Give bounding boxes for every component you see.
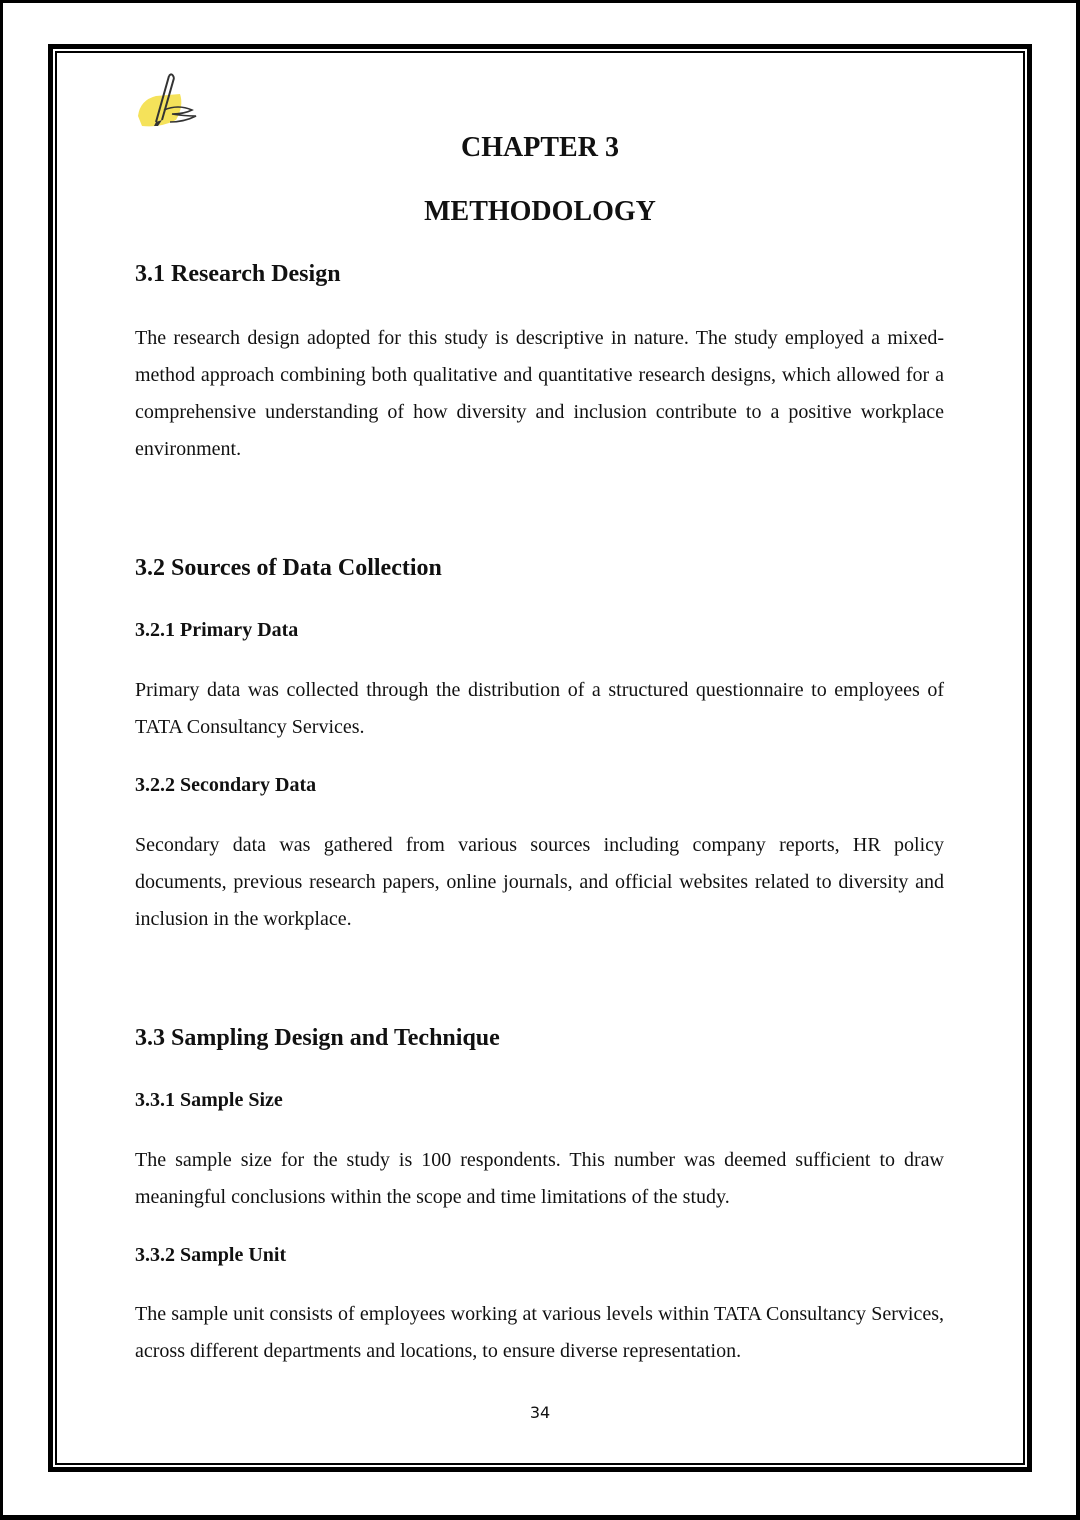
section-heading-3-1: 3.1 Research Design bbox=[135, 261, 341, 287]
paragraph-secondary-data: Secondary data was gathered from various sources including company reports, HR policy documents, previous research papers, online journals, and official websites related to diversity and inclusion in the workplace. bbox=[135, 834, 944, 930]
paragraph-research-design: The research design adopted for this study is descriptive in nature. The study employed a mixed-method approach combining both qualitative and quantitative research designs, which allowed for a comprehensive understanding of how diversity and inclusion contribute to a positive workplace environment. bbox=[135, 327, 944, 460]
subsection-heading-3-2-2: 3.2.2 Secondary Data bbox=[135, 774, 317, 796]
section-heading-3-2: 3.2 Sources of Data Collection bbox=[135, 555, 442, 581]
paragraph-sample-size: The sample size for the study is 100 respondents. This number was deemed sufficient to draw meaningful conclusions within the scope and time limitations of the study. bbox=[135, 1149, 944, 1208]
subsection-heading-3-3-1: 3.3.1 Sample Size bbox=[135, 1089, 283, 1111]
subsection-heading-3-2-1: 3.2.1 Primary Data bbox=[135, 619, 299, 641]
chapter-number: CHAPTER 3 bbox=[461, 132, 619, 163]
section-heading-3-3: 3.3 Sampling Design and Technique bbox=[135, 1025, 500, 1051]
subsection-heading-3-3-2: 3.3.2 Sample Unit bbox=[135, 1244, 287, 1266]
pen-writing-icon bbox=[134, 70, 204, 132]
chapter-title: METHODOLOGY bbox=[424, 196, 656, 227]
paragraph-sample-unit: The sample unit consists of employees working at various levels within TATA Consultancy Services, across different departments and locations, to ensure diverse representation. bbox=[135, 1303, 944, 1362]
page-number: 34 bbox=[529, 1403, 551, 1422]
paragraph-primary-data: Primary data was collected through the distribution of a structured questionnaire to employees of TATA Consultancy Services. bbox=[135, 679, 944, 738]
